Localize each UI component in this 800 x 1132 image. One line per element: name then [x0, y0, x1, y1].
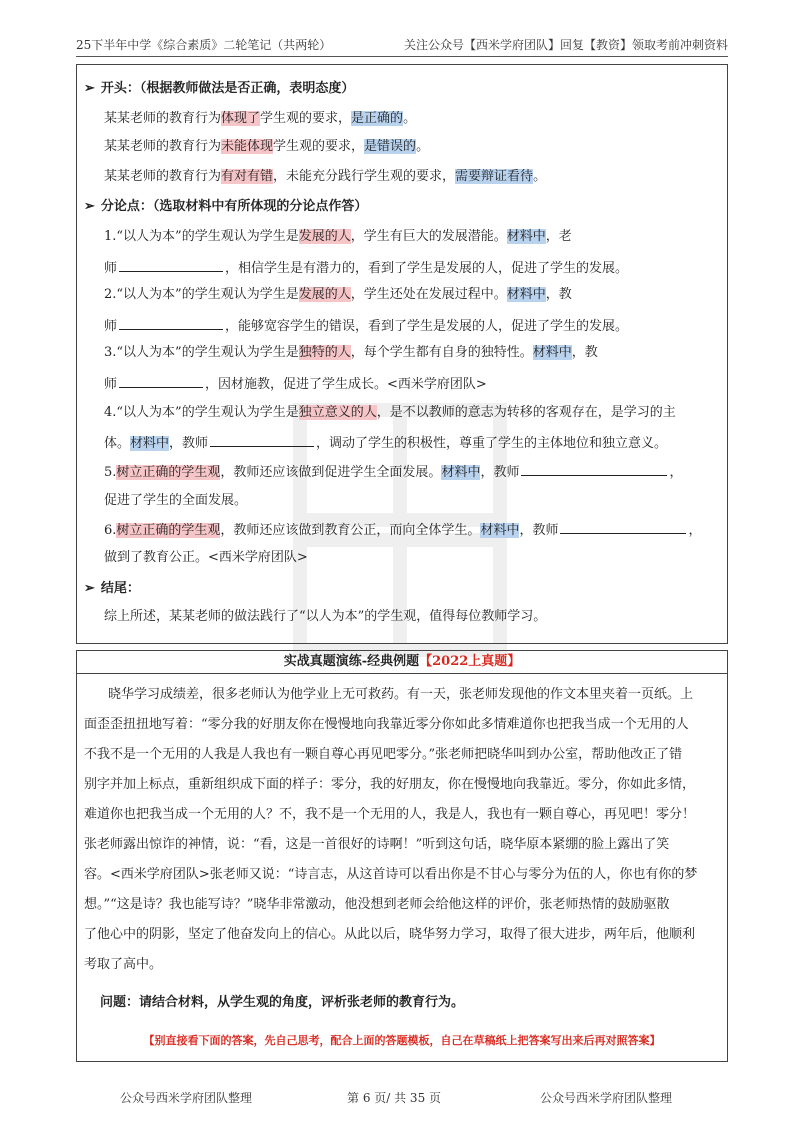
point-1-line-b: 师 ，相信学生是有潜力的，看到了学生是发展的人，促进了学生的发展。: [104, 258, 628, 278]
material-line-7: 容。<西米学府团队>张老师又说：“诗言志，从这首诗可以看出你是不甘心与零分为伍的人，你也有你的梦: [84, 867, 698, 882]
opening-line-1: 某某老师的教育行为体现了学生观的要求，是正确的。: [104, 111, 417, 126]
opening-line-3: 某某老师的教育行为有对有错，未能充分践行学生观的要求，需要辩证看待。: [104, 169, 547, 184]
footer-right: 公众号西米学府团队整理: [540, 1091, 673, 1105]
example-title-tag: 【2022上真题】: [419, 654, 521, 669]
question-text: 问题：请结合材料，从学生观的角度，评析张老师的教育行为。: [100, 995, 465, 1010]
point-6-line-b: 做到了教育公正。<西米学府团队>: [104, 550, 308, 565]
arrow-bullet-icon: ➢: [84, 81, 95, 96]
point-5-line-b: 促进了学生的全面发展。: [104, 493, 248, 508]
fill-blank: [210, 433, 314, 447]
ending-heading: [84, 580, 140, 598]
point-5-line-a: 5.树立正确的学生观，教师还应该做到促进学生全面发展。材料中，教师 ，: [104, 462, 682, 482]
material-line-3: 不我不是一个无用的人我是人我也有一颗自尊心再见吧零分。”张老师把晓华叫到办公室，帮助他改正了错: [84, 747, 683, 762]
points-heading-text: 分论点：（选取材料中有所体现的分论点作答）: [100, 199, 368, 214]
material-line-1: 晓华学习成绩差，很多老师认为他学业上无可救药。有一天，张老师发现他的作文本里夹着一页纸。上: [108, 687, 694, 702]
ending-heading-text: 结尾：: [100, 581, 140, 596]
material-line-6: 张老师露出惊诈的神情，说：“看，这是一首很好的诗啊！”听到这句话，晓华原本紧绷的脸上露出了笑: [84, 837, 670, 852]
material-line-8: 想。”“这是诗？我也能写诗？”晓华非常激动，他没想到老师会给他这样的评价，张老师热情的鼓励驱散: [84, 897, 670, 912]
answer-note: 【别直接看下面的答案，先自己思考，配合上面的答题模板，自己在草稿纸上把答案写出来后再对照答案】: [143, 1034, 661, 1047]
opening-line-2: 某某老师的教育行为未能体现学生观的要求，是错误的。: [104, 139, 430, 154]
fill-blank: [119, 374, 203, 388]
points-heading: [84, 198, 367, 216]
point-4-line-b: 体。材料中，教师 ，调动了学生的积极性，尊重了学生的主体地位和独立意义。: [104, 433, 667, 453]
fill-blank: [521, 462, 667, 476]
header-left: 25下半年中学《综合素质》二轮笔记（共两轮）: [76, 38, 332, 52]
material-line-4: 别字并加上标点，重新组织成下面的样子：零分，我的好朋友，你在慢慢地向我靠近。零分，你如此多情，: [84, 777, 696, 792]
fill-blank: [560, 520, 686, 534]
footer-left: 公众号西米学府团队整理: [120, 1091, 253, 1105]
page-number: 第 6 页/ 共 35 页: [347, 1091, 442, 1105]
example-title: 实战真题演练-经典例题【2022上真题】: [77, 651, 727, 674]
point-6-line-a: 6.树立正确的学生观，教师还应该做到教育公正，而向全体学生。材料中，教师 ，: [104, 520, 701, 540]
fill-blank: [119, 258, 223, 272]
arrow-bullet-icon: ➢: [84, 581, 95, 596]
fill-blank: [119, 316, 223, 330]
point-3-line-b: 师 ，因材施教，促进了学生成长。<西米学府团队>: [104, 374, 487, 394]
point-4-line-a: 4.“以人为本”的学生观认为学生是独立意义的人，是不以教师的意志为转移的客观存在，是学习的主: [104, 405, 676, 420]
opening-heading-text: 开头：（根据教师做法是否正确，表明态度）: [100, 81, 355, 96]
material-line-2: 面歪歪扭扭地写着：“零分我的好朋友你在慢慢地向我靠近零分你如此多情难道你也把我当成一个无用的人: [84, 717, 689, 732]
header-right: 关注公众号【西米学府团队】回复【教资】领取考前冲刺资料: [403, 38, 728, 52]
opening-heading: [84, 80, 354, 98]
point-1-line-a: 1.“以人为本”的学生观认为学生是发展的人，学生有巨大的发展潜能。材料中，老: [104, 229, 572, 244]
point-2-line-a: 2.“以人为本”的学生观认为学生是发展的人，学生还处在发展过程中。材料中，教: [104, 287, 572, 302]
ending-line: 综上所述，某某老师的做法践行了“以人为本”的学生观，值得每位教师学习。: [104, 609, 547, 624]
arrow-bullet-icon: ➢: [84, 199, 95, 214]
point-3-line-a: 3.“以人为本”的学生观认为学生是独特的人，每个学生都有自身的独特性。材料中，教: [104, 345, 598, 360]
page-header: [76, 36, 728, 57]
material-line-9: 了他心中的阴影，坚定了他奋发向上的信心。从此以后，晓华努力学习，取得了很大进步，两年后，他顺利: [84, 927, 696, 942]
material-line-10: 考取了高中。: [84, 957, 163, 972]
material-line-5: 难道你也把我当成一个无用的人？不，我不是一个无用的人，我是人，我也有一颗自尊心，再见吧！零分！: [84, 807, 696, 822]
point-2-line-b: 师 ，能够宽容学生的错误，看到了学生是发展的人，促进了学生的发展。: [104, 316, 628, 336]
